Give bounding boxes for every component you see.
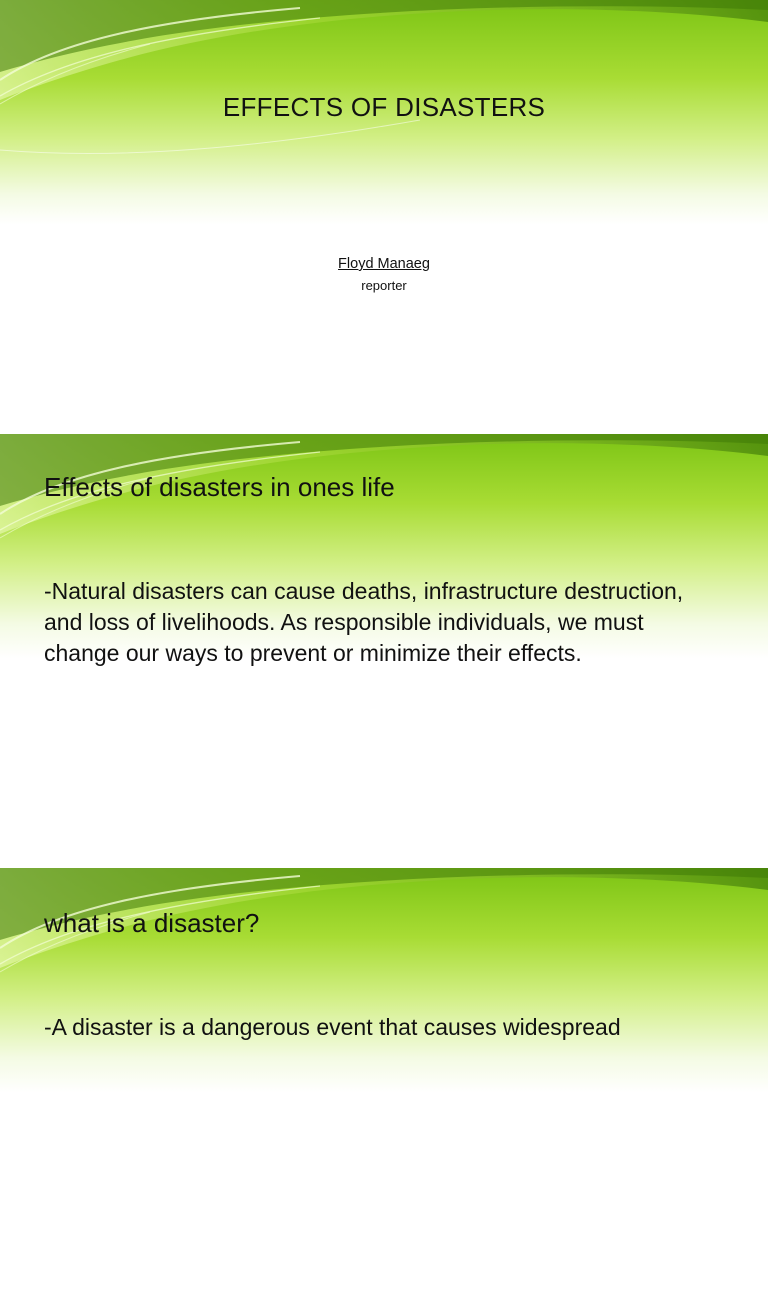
slide-1 [0, 0, 768, 432]
slide-title: EFFECTS OF DISASTERS [222, 92, 546, 122]
slide-2 [0, 434, 768, 866]
slide-background [0, 0, 768, 432]
author-role: reporter [361, 278, 407, 293]
slide-heading: what is a disaster? [44, 908, 260, 938]
slide-body-text: -A disaster is a dangerous event that causes widespread [44, 1014, 621, 1040]
slide-body-text: -Natural disasters can cause deaths, infrastructure destruction, and loss of livelihoods. As responsible individuals, we must change our ways to prevent or minimize their effects. [44, 578, 684, 666]
author-name: Floyd Manaeg [338, 256, 430, 272]
slide-3 [0, 868, 768, 1300]
slide-heading: Effects of disasters in ones life [44, 472, 395, 502]
